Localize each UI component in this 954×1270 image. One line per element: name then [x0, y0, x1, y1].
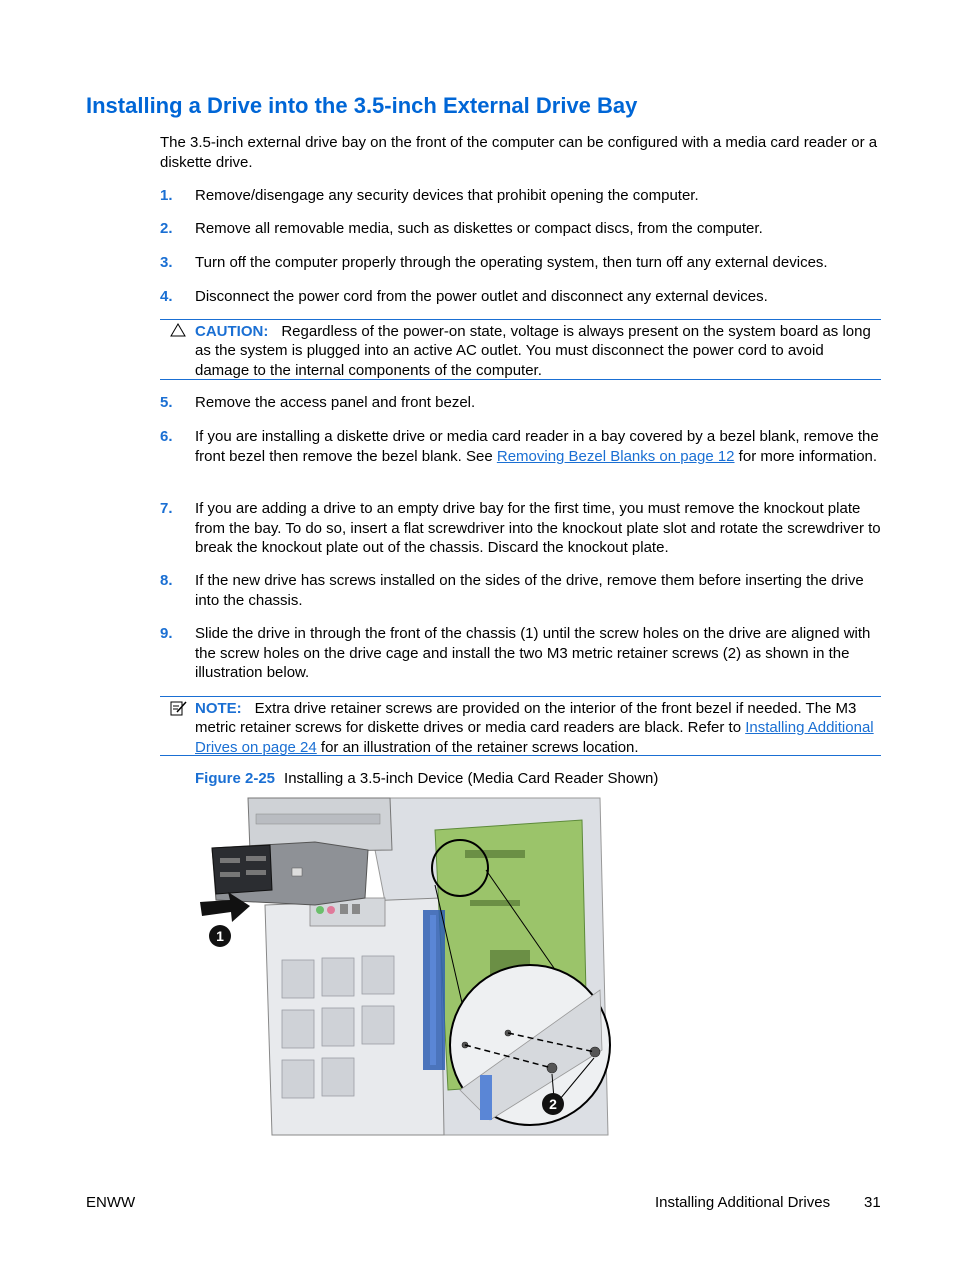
callout-1: 1	[216, 928, 224, 944]
note-text: Extra drive retainer screws are provided on the interior of the front bezel if needed. The M3 metric retainer screws for diskette drives or media card readers are black. Refer to	[195, 700, 857, 737]
intro-paragraph: The 3.5-inch external drive bay on the front of the computer can be configured with a media card reader or a diskette drive.	[160, 134, 878, 171]
step-number: 2.	[160, 220, 173, 237]
caution-body	[195, 322, 881, 380]
step-text	[195, 427, 882, 466]
removing-bezel-blanks-link[interactable]: Removing Bezel Blanks on page 12	[496, 447, 735, 465]
caution-label: CAUTION:	[195, 323, 269, 340]
installing-additional-drives-link[interactable]: Installing Additional Drives on page 24	[195, 719, 874, 756]
note-pencil-icon	[170, 700, 188, 722]
step-number: 7.	[160, 500, 173, 517]
triangle-warning-icon	[170, 323, 186, 342]
caution-box	[160, 319, 881, 380]
callout-2: 2	[549, 1096, 557, 1112]
step-text: Disconnect the power cord from the power outlet and disconnect any external devices.	[195, 288, 768, 305]
figure-caption	[195, 769, 658, 788]
step-number: 9.	[160, 625, 173, 642]
caution-text: Regardless of the power-on state, voltage is always present on the system board as long as the system is plugged into an active AC outlet. You must disconnect the power cord to avoid damage to the internal components of the computer.	[195, 323, 871, 379]
step-text: Slide the drive in through the front of the chassis (1) until the screw holes on the drive are aligned with the screw holes on the drive cage and install the two M3 metric retainer screws (2) as shown in the illustration below.	[195, 625, 871, 682]
note-box	[160, 696, 881, 756]
figure-label: Figure 2-25	[195, 770, 276, 787]
note-body	[195, 699, 881, 757]
step-text-part: If you are installing a diskette drive or media card reader in a bay covered by a bezel blank, remove the front bezel then remove the bezel blank. See	[195, 428, 879, 465]
step-number: 3.	[160, 254, 173, 271]
step-number: 8.	[160, 572, 173, 589]
note-text-end: for an illustration of the retainer screws location.	[316, 738, 639, 756]
figure-illustration	[190, 790, 620, 1145]
step-number: 4.	[160, 288, 173, 305]
step-text: Remove all removable media, such as diskettes or compact discs, from the computer.	[195, 220, 763, 237]
step-text-part: for more information.	[734, 447, 878, 465]
step-text: If you are adding a drive to an empty drive bay for the first time, you must remove the knockout plate from the bay. To do so, insert a flat screwdriver into the knockout plate slot and rotate the screwdriver to break the knockout plate out of the chassis. Discard the knockout plate.	[195, 500, 881, 557]
step-number: 5.	[160, 394, 173, 411]
page-heading: Installing a Drive into the 3.5-inch External Drive Bay	[86, 93, 638, 118]
step-text: Remove/disengage any security devices that prohibit opening the computer.	[195, 187, 699, 204]
footer-left: ENWW	[86, 1194, 136, 1211]
step-text: Remove the access panel and front bezel.	[195, 394, 476, 411]
step-text: If the new drive has screws installed on the sides of the drive, remove them before inserting the drive into the chassis.	[195, 572, 864, 609]
note-label: NOTE:	[195, 700, 242, 717]
step-number: 6.	[160, 428, 173, 445]
page-number: 31	[864, 1194, 881, 1211]
footer-section: Installing Additional Drives	[655, 1194, 831, 1211]
figure-caption-text: Installing a 3.5-inch Device (Media Card Reader Shown)	[284, 770, 659, 787]
step-number: 1.	[160, 187, 173, 204]
step-text: Turn off the computer properly through the operating system, then turn off any external devices.	[195, 254, 828, 271]
